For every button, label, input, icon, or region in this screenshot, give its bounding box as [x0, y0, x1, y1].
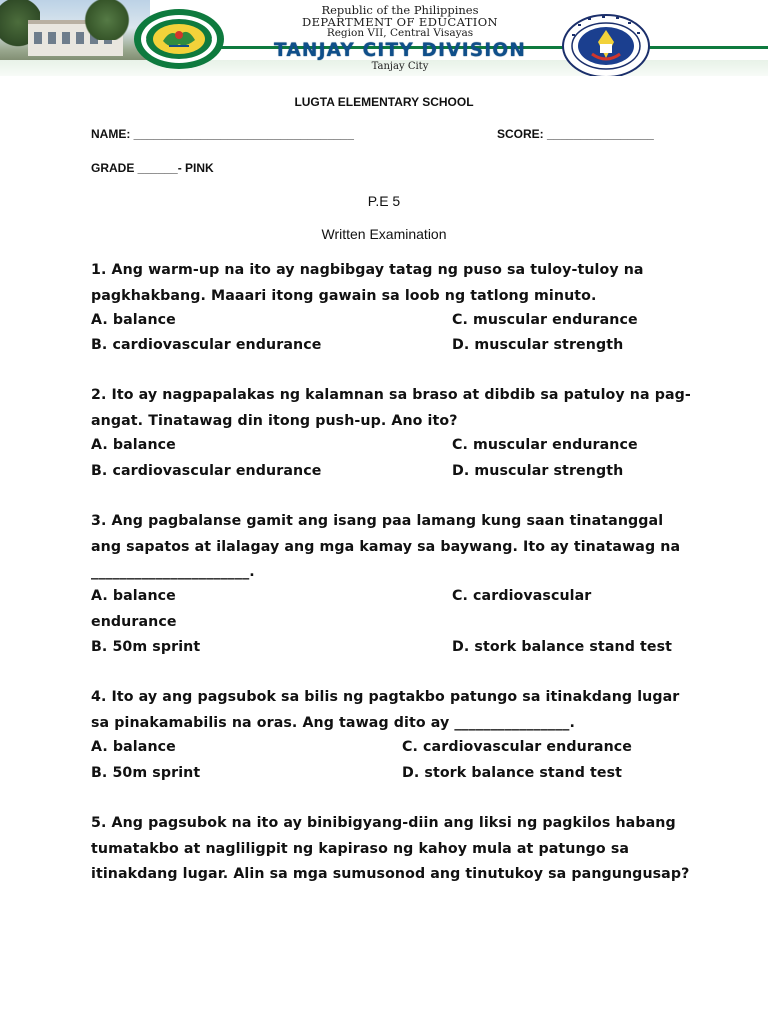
question-2-option-a: A. balance	[91, 437, 176, 453]
question-3-text: 3. Ang pagbalanse gamit ang isang paa lamang kung saan tinatanggal ang sapatos at ilalagay ang mga kamay sa baywang. Ito ay tinatawag na ______________________.	[91, 513, 681, 580]
question-3-option-b: B. 50m sprint	[91, 639, 201, 655]
question-3-option-d: D. stork balance stand test	[452, 639, 673, 655]
exam-subtitle: Written Examination	[321, 226, 447, 242]
exam-subject-title: P.E 5	[367, 193, 401, 209]
letterhead	[0, 0, 768, 76]
score-field: SCORE: ________________	[497, 127, 654, 141]
question-1-text: 1. Ang warm-up na ito ay nagbibgay tatag ng puso sa tuloy-tuloy na pagkhakbang. Maaari itong gawain sa loob ng tatlong minuto.	[91, 262, 644, 304]
question-1-option-c: C. muscular endurance	[452, 312, 638, 328]
question-3-option-a: A. balance	[91, 588, 176, 604]
question-1-option-a: A. balance	[91, 312, 176, 328]
question-3-option-c-wrap: endurance	[91, 614, 177, 630]
question-1-option-b: B. cardiovascular endurance	[91, 337, 322, 353]
question-4-option-b: B. 50m sprint	[91, 765, 201, 781]
school-name: LUGTA ELEMENTARY SCHOOL	[294, 95, 474, 109]
question-5-text: 5. Ang pagsubok na ito ay binibigyang-diin ang liksi ng pagkilos habang tumatakbo at nagliligpit ng kapiraso ng kahoy mula at patungo sa itinakdang lugar. Alin sa mga sumusonod ang tinutukoy sa pangungusap?	[91, 815, 690, 882]
tanjay-division-seal-icon	[133, 8, 225, 70]
question-2-option-d: D. muscular strength	[452, 463, 624, 479]
letterhead-text	[240, 4, 560, 72]
question-2-option-c: C. muscular endurance	[452, 437, 638, 453]
division-title: TANJAY CITY DIVISION	[273, 40, 527, 61]
department-line: DEPARTMENT OF EDUCATION	[301, 15, 499, 29]
grade-field: GRADE ______- PINK	[91, 161, 214, 175]
school-building-photo	[0, 0, 150, 62]
question-4-option-d: D. stork balance stand test	[402, 765, 623, 781]
region-line: Region VII, Central Visayas	[326, 27, 474, 39]
question-4-text: 4. Ito ay ang pagsubok sa bilis ng pagtakbo patungo sa itinakdang lugar sa pinakamabilis na oras. Ang tawag dito ay ________________.	[91, 689, 680, 731]
republic-line: Republic of the Philippines	[321, 3, 479, 17]
question-2-option-b: B. cardiovascular endurance	[91, 463, 322, 479]
deped-seal-icon	[562, 14, 650, 76]
question-4-option-c: C. cardiovascular endurance	[402, 739, 633, 755]
question-1-option-d: D. muscular strength	[452, 337, 624, 353]
question-4-option-a: A. balance	[91, 739, 176, 755]
question-3-option-c: C. cardiovascular	[452, 588, 592, 604]
city-line: Tanjay City	[371, 61, 429, 72]
question-2-text: 2. Ito ay nagpapalakas ng kalamnan sa braso at dibdib sa patuloy na pag-angat. Tinatawag din itong push-up. Ano ito?	[91, 387, 691, 429]
name-field: NAME: _________________________________	[91, 127, 354, 141]
